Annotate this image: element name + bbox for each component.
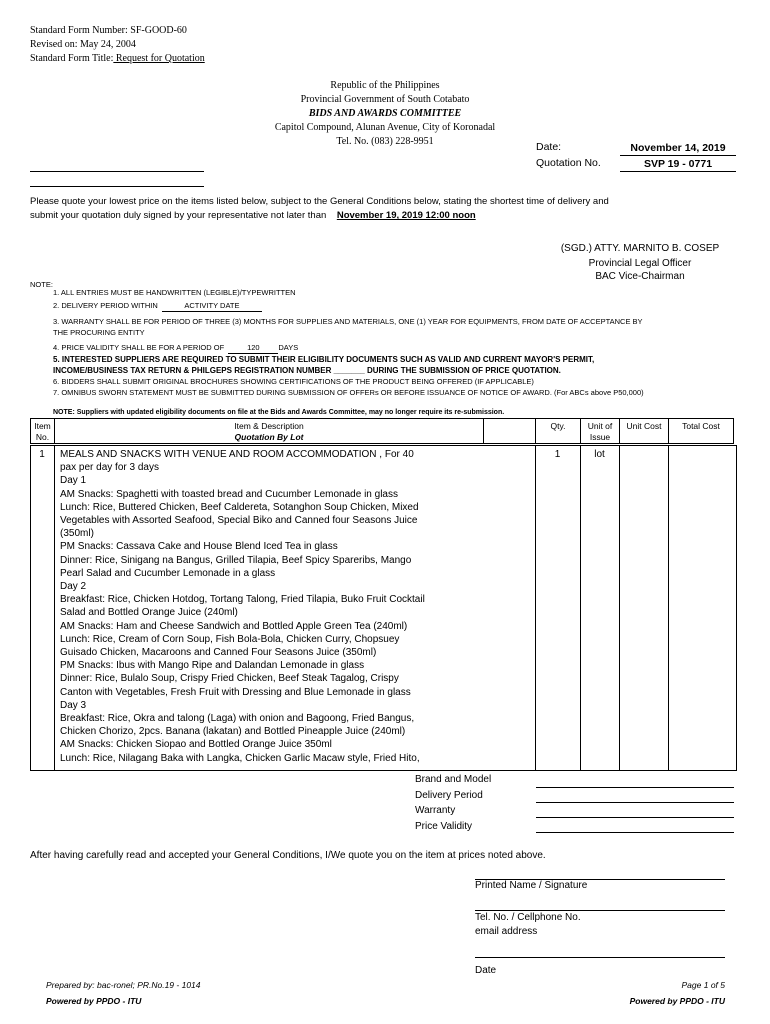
col-divider-qty	[535, 445, 536, 771]
header-spacer	[483, 418, 536, 444]
supplier-name-line	[30, 171, 204, 172]
desc-line: (350ml)	[60, 528, 94, 540]
intro-line2-prefix: submit your quotation duly signed by your representative not later than	[30, 210, 327, 221]
offer-labels	[415, 772, 491, 834]
delivery-label: Delivery Period	[415, 789, 483, 801]
header-description	[54, 418, 484, 444]
col-divider-unit	[580, 445, 581, 771]
desc-line: Dinner: Rice, Bulalo Soup, Crispy Fried Chicken, Beef Steak Tagalog, Crispy	[60, 673, 399, 685]
note-2	[53, 300, 753, 312]
agency-republic: Republic of the Philippines	[330, 80, 440, 91]
header-total-cost: Total Cost	[668, 418, 734, 444]
row-unit: lot	[594, 449, 605, 460]
quotation-value: SVP 19 - 0771	[620, 158, 736, 172]
header-desc-line2: Quotation By Lot	[234, 432, 304, 442]
form-title-prefix: Standard Form Title:	[30, 53, 114, 64]
email-label: email address	[475, 926, 538, 937]
brand-label: Brand and Model	[415, 774, 492, 785]
desc-line: Day 3	[60, 699, 87, 711]
warranty-label: Warranty	[415, 805, 456, 816]
tel-label: Tel. No. / Cellphone No.	[475, 912, 581, 923]
header-item-line2: No.	[35, 432, 50, 442]
desc-line: PM Snacks: Cassava Cake and House Blend Iced Tea in glass	[60, 541, 338, 553]
note-4-suffix: DAYS	[278, 343, 299, 352]
desc-line: Vegetables with Assorted Seafood, Special Biko and Canned four Seasons Juice	[60, 515, 418, 527]
quotation-label: Quotation No.	[536, 157, 601, 169]
desc-line: Day 2	[60, 581, 87, 593]
header-unit	[580, 418, 620, 444]
closing-statement: After having carefully read and accepted your General Conditions, I/We quote you on the item at prices noted above.	[30, 850, 546, 861]
signatory-position2: BAC Vice-Chairman	[595, 271, 685, 282]
note-2-prefix: 2. DELIVERY PERIOD WITHIN	[53, 301, 158, 310]
agency-address: Capitol Compound, Alunan Avenue, City of Koronadal	[274, 122, 496, 133]
note-4-prefix: 4. PRICE VALIDITY SHALL BE FOR A PERIOD OF	[53, 343, 225, 352]
note-7: 7. OMNIBUS SWORN STATEMENT MUST BE SUBMITTED DURING SUBMISSION OF OFFERs OR BEFORE ISSUANCE OF NOTICE OF AWARD. (For ABCs above P50,000)	[53, 388, 644, 397]
desc-line: MEALS AND SNACKS WITH VENUE AND ROOM ACCOMMODATION , For 40	[60, 449, 414, 460]
form-number: Standard Form Number: SF-GOOD-60	[30, 25, 187, 36]
notes-list	[53, 287, 753, 418]
signatory-name: (SGD.) ATTY. MARNITO B. COSEP	[560, 243, 720, 254]
warranty-field[interactable]	[536, 817, 734, 818]
note-3b: THE PROCURING ENTITY	[53, 328, 145, 337]
agency-tel: Tel. No. (083) 228-9951	[336, 136, 434, 147]
date-sign-label: Date	[475, 965, 497, 976]
note-5a: 5. INTERESTED SUPPLIERS ARE REQUIRED TO SUBMIT THEIR ELIGIBILITY DOCUMENTS SUCH AS VALID AND CURRENT MAYOR'S PERMIT,	[53, 355, 595, 364]
header-qty: Qty.	[535, 418, 581, 444]
intro	[30, 195, 750, 223]
desc-line: Salad and Bottled Orange Juice (240ml)	[60, 607, 238, 619]
validity-field[interactable]	[536, 832, 734, 833]
desc-line: Chicken Chorizo, 2pcs. Banana (lakatan) and Bottled Pineapple Juice (240ml)	[60, 726, 406, 738]
header-unit-cost: Unit Cost	[619, 418, 669, 444]
desc-line: Lunch: Rice, Cream of Corn Soup, Fish Bola-Bola, Chicken Curry, Chopsuey	[60, 633, 400, 645]
desc-line: AM Snacks: Spaghetti with toasted bread and Cucumber Lemonade in glass	[60, 488, 398, 500]
agency-committee: BIDS AND AWARDS COMMITTEE	[308, 108, 462, 119]
desc-line: Canton with Vegetables, Fresh Fruit with Dressing and Blue Lemonade in glass	[60, 686, 411, 698]
date-value: November 14, 2019	[620, 142, 736, 156]
powered-right: Powered by PPDO - ITU	[629, 996, 725, 1006]
delivery-field[interactable]	[536, 802, 734, 803]
header-unit-line2: Issue	[589, 432, 611, 442]
col-divider-desc	[54, 445, 55, 771]
row-item-no: 1	[39, 449, 45, 460]
eligibility-note: NOTE: Suppliers with updated eligibility documents on file at the Bids and Awards Committee, may no longer require its re-submission.	[53, 409, 505, 416]
signatory-position1: Provincial Legal Officer	[588, 258, 692, 269]
desc-line: Dinner: Rice, Sinigang na Bangus, Grilled Tilapia, Beef Spicy Spareribs, Mango	[60, 554, 412, 566]
header-desc-line1: Item & Description	[234, 421, 304, 431]
desc-line: Breakfast: Rice, Chicken Hotdog, Tortang Talong, Fried Tilapia, Buko Fruit Cocktail	[60, 594, 425, 606]
form-title	[30, 52, 205, 66]
desc-line: AM Snacks: Ham and Cheese Sandwich and Bottled Apple Green Tea (240ml)	[60, 620, 408, 632]
desc-line: pax per day for 3 days	[60, 462, 159, 474]
agency-province: Provincial Government of South Cotabato	[300, 94, 470, 105]
row-description	[60, 448, 532, 765]
desc-line: Pearl Salad and Cucumber Lemonade in a glass	[60, 567, 276, 579]
header-unit-line1: Unit of	[587, 421, 613, 431]
printed-name-label: Printed Name / Signature	[475, 880, 588, 891]
signatory-block	[540, 242, 740, 283]
date-line[interactable]	[475, 957, 725, 958]
note-label: NOTE:	[30, 280, 53, 289]
brand-field[interactable]	[536, 787, 734, 788]
deadline-value: November 19, 2019 12:00 noon	[336, 210, 476, 221]
page-number: Page 1 of 5	[681, 980, 725, 990]
note-2-value: ACTIVITY DATE	[162, 300, 262, 312]
desc-line: Guisado Chicken, Macaroons and Canned Four Seasons Juice (350ml)	[60, 647, 377, 659]
note-5b: INCOME/BUSINESS TAX RETURN & PHILGEPS REGISTRATION NUMBER _______ DURING THE SUBMISSION OF PRICE QUOTATION.	[53, 366, 561, 375]
contact-labels	[475, 911, 581, 939]
note-1: 1. ALL ENTRIES MUST BE HANDWRITTEN (LEGIBLE)/TYPEWRITTEN	[53, 288, 296, 297]
intro-line1: Please quote your lowest price on the items listed below, subject to the General Conditions below, stating the shortest time of delivery and	[30, 196, 609, 207]
date-label: Date:	[536, 141, 562, 153]
prepared-by: Prepared by: bac-ronel; PR.No.19 - 1014	[46, 980, 201, 990]
header-item-line1: Item	[34, 421, 51, 431]
col-divider-unit-cost	[619, 445, 620, 771]
desc-line: PM Snacks: Ibus with Mango Ripe and Dalandan Lemonade in glass	[60, 660, 365, 672]
desc-line: Lunch: Rice, Buttered Chicken, Beef Caldereta, Sotanghon Soup Chicken, Mixed	[60, 501, 419, 513]
form-title-value: Request for Quotation	[113, 53, 205, 64]
note-3a: 3. WARRANTY SHALL BE FOR PERIOD OF THREE (3) MONTHS FOR SUPPLIES AND MATERIALS, ONE (1) YEAR FOR EQUIPMENTS, FROM DATE OF ACCEPTANCE BY	[53, 317, 643, 326]
desc-line: Day 1	[60, 475, 87, 487]
row-qty: 1	[554, 449, 561, 460]
desc-line: AM Snacks: Chicken Siopao and Bottled Orange Juice 350ml	[60, 739, 332, 751]
validity-label: Price Validity	[415, 820, 473, 832]
note-6: 6. BIDDERS SHALL SUBMIT ORIGINAL BROCHURES SHOWING CERTIFICATIONS OF THE PRODUCT BEING OFFERED (IF APPLICABLE)	[53, 377, 534, 386]
form-revised: Revised on: May 24, 2004	[30, 39, 136, 50]
supplier-address-line	[30, 186, 204, 187]
header-item-no	[30, 418, 55, 444]
col-divider-total-cost	[668, 445, 669, 771]
powered-left: Powered by PPDO - ITU	[46, 996, 142, 1006]
desc-line: Breakfast: Rice, Okra and talong (Laga) with onion and Bagoong, Fried Bangus,	[60, 713, 415, 725]
note-4	[53, 342, 753, 354]
desc-line: Lunch: Rice, Nilagang Baka with Langka, Chicken Garlic Macaw style, Fried Hito,	[60, 752, 420, 764]
note-4-value: 120	[228, 342, 278, 354]
agency-block	[185, 79, 585, 149]
intro-line2	[30, 209, 750, 223]
